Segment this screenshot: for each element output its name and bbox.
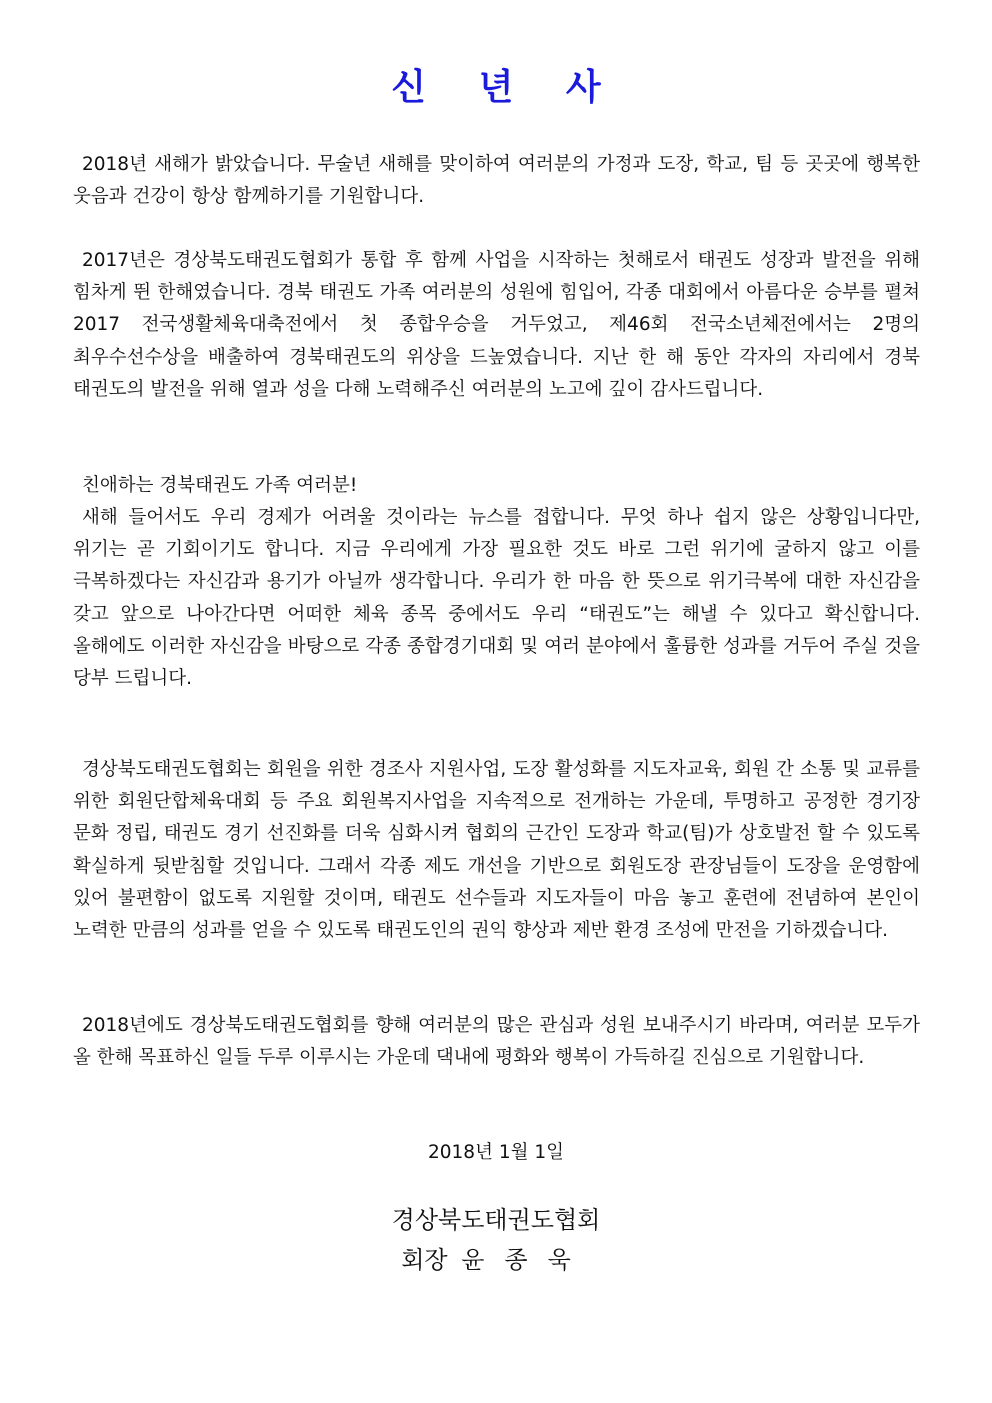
organization-name: 경상북도태권도협회	[391, 1206, 601, 1234]
paragraph-economy: 새해 들어서도 우리 경제가 어려울 것이라는 뉴스를 접합니다. 무엇 하나 쉽지 않은 상황입니다만, 위기는 곧 기회이기도 합니다. 지금 우리에게 가장 필요한 것도 바로 그런 위기에 굴하지 않고 이를 극복하겠다는 자신감과 용기가 아닐까 생각합니다. 우리가 한 마음 한 뜻으로 위기극복에 대한 자신감을 갖고 앞으로 나아간다면 어떠한 체육 종목 중에서도 우리 “태권도”는 해낼 수 있다고 확신합니다. 올해에도 이러한 자신감을 바탕으로 각종 종합경기대회 및 여러 분야에서 훌륭한 성과를 거두어 주실 것을 당부 드립니다.	[73, 507, 920, 690]
paragraph-salutation: 친애하는 경북태권도 가족 여러분!	[82, 475, 358, 496]
paragraph-association-plans: 경상북도태권도협회는 회원을 위한 경조사 지원사업, 도장 활성화를 지도자교육, 회원 간 소통 및 교류를 위한 회원단합체육대회 등 주요 회원복지사업을 지속적으로 전개하는 가운데, 투명하고 공정한 경기장 문화 정립, 태권도 경기 선진화를 더욱 심화시켜 협회의 근간인 도장과 학교(팀)가 상호발전 할 수 있도록 확실하게 뒷받침할 것입니다. 그래서 각종 제도 개선을 기반으로 회원도장 관장님들이 도장을 운영함에 있어 불편함이 없도록 지원할 것이며, 태권도 선수들과 지도자들이 마음 놓고 훈련에 전념하여 본인이 노력한 만큼의 성과를 얻을 수 있도록 태권도인의 권익 향상과 제반 환경 조성에 만전을 기하겠습니다.	[73, 759, 920, 942]
document-title: 신 년 사	[391, 67, 621, 108]
signature-block	[0, 1242, 992, 1278]
signer-title: 회장	[401, 1246, 448, 1274]
paragraph-2017-review: 2017년은 경상북도태권도협회가 통합 후 함께 사업을 시작하는 첫해로서 태권도 성장과 발전을 위해 힘차게 뛴 한해였습니다. 경북 태권도 가족 여러분의 성원에 힘입어, 각종 대회에서 아름다운 승부를 펼쳐 2017 전국생활체육대축전에서 첫 종합우승을 거두었고, 제46회 전국소년체전에서는 2명의 최우수선수상을 배출하여 경북태권도의 위상을 드높였습니다. 지난 한 해 동안 각자의 자리에서 경북 태권도의 발전을 위해 열과 성을 다해 노력해주신 여러분의 노고에 깊이 감사드립니다.	[73, 250, 920, 400]
document-date: 2018년 1월 1일	[428, 1142, 564, 1163]
paragraph-closing-wishes: 2018년에도 경상북도태권도협회를 향해 여러분의 많은 관심과 성원 보내주시기 바라며, 여러분 모두가 올 한해 목표하신 일들 두루 이루시는 가운데 댁내에 평화와 행복이 가득하길 진심으로 기원합니다.	[73, 1015, 920, 1069]
signer-name: 윤종욱	[461, 1246, 591, 1274]
paragraph-greeting: 2018년 새해가 밝았습니다. 무술년 새해를 맞이하여 여러분의 가정과 도장, 학교, 팀 등 곳곳에 행복한 웃음과 건강이 항상 함께하기를 기원합니다.	[73, 154, 920, 208]
